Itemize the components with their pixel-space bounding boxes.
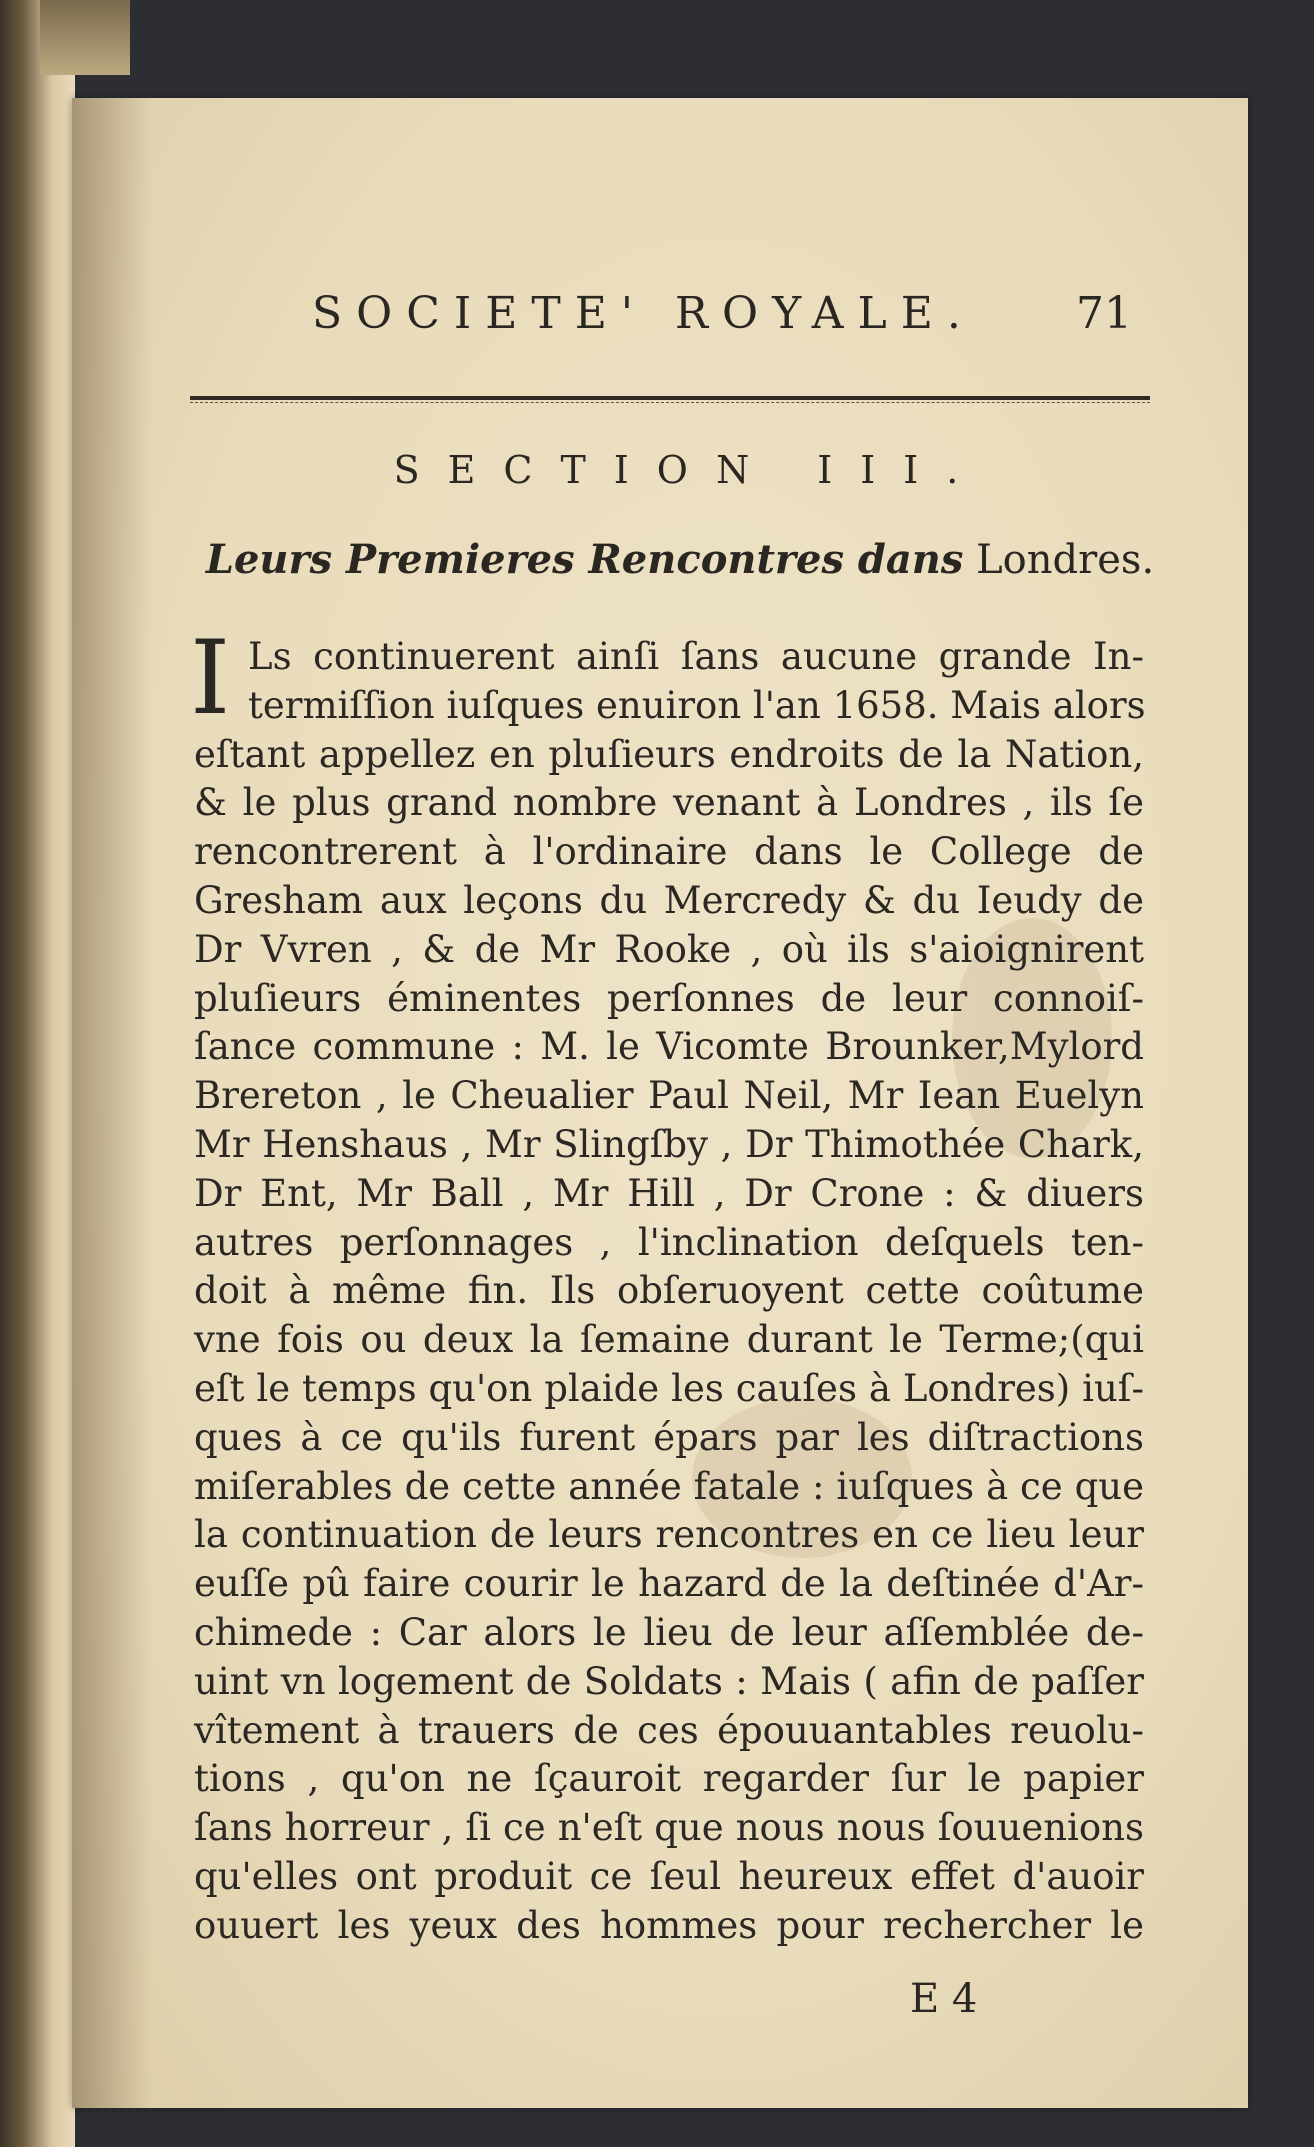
- signature-mark: E 4: [910, 1976, 978, 2022]
- text-line: uint vn logement de Soldats : Mais ( afin de paſſer: [194, 1659, 1144, 1703]
- binding-top: [40, 0, 130, 75]
- page-number: 71: [1076, 288, 1132, 339]
- text-line: ques à ce qu'ils furent épars par les diſtractions: [194, 1415, 1144, 1459]
- text-line: chimede : Car alors le lieu de leur aſſemblée de-: [194, 1610, 1144, 1654]
- text-line: ſance commune : M. le Vicomte Brounker,Mylord: [194, 1025, 1144, 1069]
- book-edge: [0, 0, 75, 2147]
- section-subtitle: [72, 536, 1248, 583]
- header-rule: [190, 396, 1150, 400]
- text-line: miſerables de cette année fatale : iuſques à ce que: [194, 1464, 1144, 1508]
- text-line: qu'elles ont produit ce ſeul heureux effet d'auoir: [194, 1854, 1144, 1898]
- running-head-title: SOCIETE' ROYALE.: [312, 288, 975, 339]
- text-line: Dr Vvren , & de Mr Rooke , où ils s'aioignirent: [194, 927, 1144, 971]
- page: [72, 98, 1248, 2108]
- text-line: Brereton , le Cheualier Paul Neil, Mr Iean Euelyn: [194, 1074, 1144, 1118]
- text-line: autres perſonnages , l'inclination deſquels ten-: [194, 1220, 1144, 1264]
- text-line: vne fois ou deux la ſemaine durant le Terme;(qui: [194, 1318, 1144, 1362]
- text-line: vîtement à trauers de ces épouuantables reuolu-: [194, 1708, 1144, 1752]
- subtitle-italic: Leurs Premieres Rencontres dans: [205, 536, 964, 583]
- text-line: tions , qu'on ne ſçauroit regarder ſur le papier: [194, 1757, 1144, 1801]
- text-line: eſt le temps qu'on plaide les cauſes à Londres) iuſ-: [194, 1366, 1144, 1410]
- text-line-content: Ls continuerent ainſi ſans aucune grande In-: [248, 635, 1144, 678]
- drop-cap: I: [190, 619, 231, 738]
- text-line: euſſe pû faire courir le hazard de la deſtinée d'Ar-: [194, 1562, 1144, 1606]
- text-line: Gresham aux leçons du Mercredy & du Ieudy de: [194, 878, 1144, 922]
- page-gutter-shadow: [72, 98, 152, 2108]
- body-text: [190, 619, 1146, 1951]
- text-line: Mr Henshaus , Mr Slingſby , Dr Thimothée Chark,: [194, 1122, 1144, 1166]
- section-heading: SECTION III.: [393, 448, 987, 492]
- text-line: la continuation de leurs rencontres en ce lieu leur: [194, 1513, 1144, 1557]
- subtitle-roman: Londres.: [976, 537, 1155, 583]
- running-head: [312, 288, 1132, 339]
- text-line: pluſieurs éminentes perſonnes de leur connoiſ-: [194, 976, 1144, 1020]
- text-line: Dr Ent, Mr Ball , Mr Hill , Dr Crone : & diuers: [194, 1171, 1144, 1215]
- text-line: ouuert les yeux des hommes pour rechercher le: [194, 1903, 1144, 1947]
- header-rule-thin: [190, 402, 1150, 403]
- text-line: doit à même fin. Ils obſeruoyent cette coûtume: [194, 1269, 1144, 1313]
- text-line: & le plus grand nombre venant à Londres , ils ſe: [194, 781, 1144, 825]
- text-line: termiſſion iuſques enuiron l'an 1658. Mais alors: [248, 683, 1146, 727]
- text-line: rencontrerent à l'ordinaire dans le College de: [194, 830, 1144, 874]
- text-line: ſans horreur , ſi ce n'eſt que nous nous ſouuenions: [194, 1806, 1144, 1850]
- text-line: eſtant appellez en pluſieurs endroits de la Nation,: [194, 732, 1144, 776]
